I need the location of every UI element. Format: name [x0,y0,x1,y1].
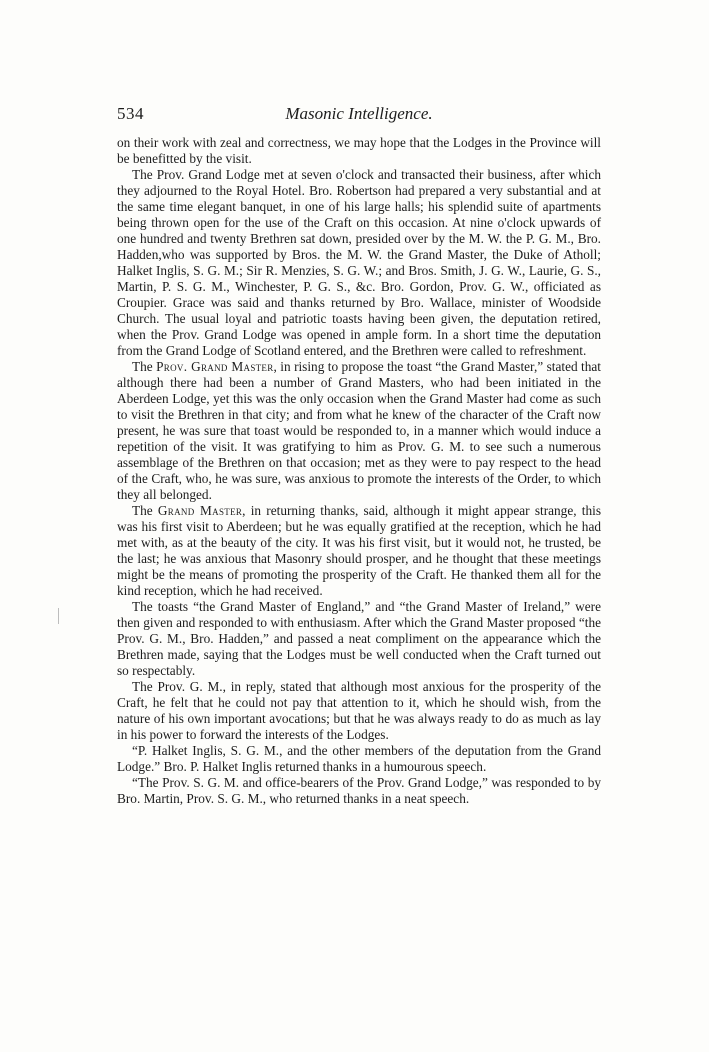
paragraph-text: , in rising to propose the toast “the Grand Master,” stated that although there had been a number of Grand Masters, who had been initiated in the Aberdeen Lodge, yet this was the only occasion when the Grand Master had come as such to visit the Brethren in that city; and from what he knew of the character of the Craft now present, he was sure that toast would be responded to, in a manner which would induce a repetition of the visit. It was gratifying to him as Prov. G. M. to see such a numerous assemblage of the Brethren on that occasion; met as they were to pay respect to the head of the Craft, who, he was sure, was anxious to promote the interests of the Order, to which they all belonged. [117,359,601,502]
paragraph [117,743,601,775]
small-caps-name: Prov. Grand Master [156,359,274,374]
paragraph-text: on their work with zeal and correctness, we may hope that the Lodges in the Province will be benefitted by the visit. [117,135,601,166]
paragraph-text: The toasts “the Grand Master of England,” and “the Grand Master of Ireland,” were then given and responded to with enthusiasm. After which the Grand Master proposed “the Prov. G. M., Bro. Hadden,” and passed a neat compliment on the appearance which the Brethren made, saying that the Lodges must be well conducted when the Craft turned out so respectably. [117,599,601,678]
paragraph-text: The Prov. Grand Lodge met at seven o'clock and transacted their business, after which they adjourned to the Royal Hotel. Bro. Robertson had prepared a very substantial and at the same time elegant banquet, in one of his large halls; his splendid suite of apartments being thrown open for the use of the Craft on this occasion. At nine o'clock upwards of one hundred and twenty Brethren sat down, presided over by the M. W. the P. G. M., Bro. Hadden,who was supported by Bros. the M. W. the Grand Master, the Duke of Atholl; Halket Inglis, S. G. M.; Sir R. Menzies, S. G. W.; and Bros. Smith, J. G. W., Laurie, G. S., Martin, P. S. G. M., Winchester, P. G. S., &c. Bro. Gordon, Prov. G. W., officiated as Croupier. Grace was said and thanks returned by Bro. Wallace, minister of Woodside Church. The usual loyal and patriotic toasts having been given, the deputation retired, when the Prov. Grand Lodge was opened in ample form. In a short time the deputation from the Grand Lodge of Scotland entered, and the Brethren were called to refreshment. [117,167,601,358]
paragraph-text: “The Prov. S. G. M. and office-bearers of the Prov. Grand Lodge,” was responded to by Bro. Martin, Prov. S. G. M., who returned thanks in a neat speech. [117,775,601,806]
paragraph-text: The Prov. G. M., in reply, stated that although most anxious for the prosperity of the Craft, he felt that he could not pay that attention to it, which he should wish, from the nature of his own important avocations; but that he was always ready to do as much as lay in his power to forward the interests of the Lodges. [117,679,601,742]
paragraph [117,167,601,359]
paragraph-text: The [132,503,158,518]
paragraph [117,135,601,167]
paragraph-text: The [132,359,157,374]
page-header [117,104,601,130]
paragraph [117,679,601,743]
running-head: Masonic Intelligence. [285,104,433,123]
paragraph-text: “P. Halket Inglis, S. G. M., and the other members of the deputation from the Grand Lodge.” Bro. P. Halket Inglis returned thanks in a humourous speech. [117,743,601,774]
paragraph [117,775,601,807]
small-caps-name: Grand Master [157,503,243,518]
article-body [117,135,601,807]
paragraph [117,599,601,679]
paragraph [117,503,601,599]
margin-mark [58,608,59,624]
paragraph [117,359,601,503]
page-number: 534 [117,104,144,123]
paragraph-text: , in returning thanks, said, although it might appear strange, this was his first visit to Aberdeen; but he was equally gratified at the reception, which he had met with, as at the beauty of the city. It was his first visit, but it would not, he trusted, be the last; he was anxious that Masonry should prosper, and he thought that these meetings might be the means of promoting the prosperity of the Craft. He thanked them all for the kind reception, which he had received. [117,503,601,598]
